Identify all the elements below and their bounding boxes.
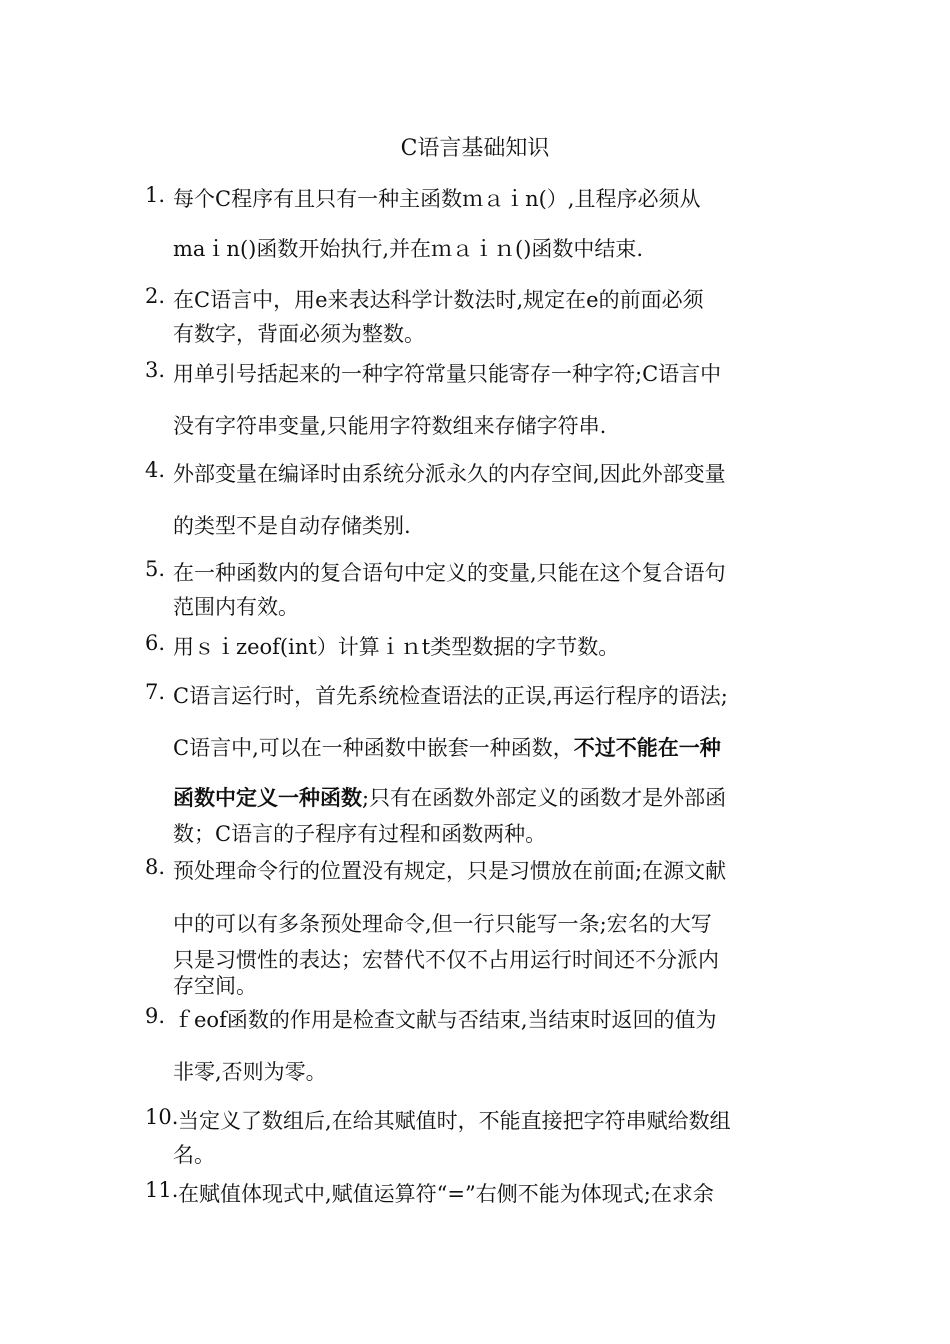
item-text-line: 没有字符串变量,只能用字符数组来存储字符串. bbox=[173, 414, 607, 438]
item-text-line: 范围内有效。 bbox=[173, 595, 299, 619]
item-number: 8. bbox=[145, 855, 166, 879]
item-number: 5. bbox=[145, 557, 166, 581]
item-text-line: 当定义了数组后,在给其赋值时，不能直接把字符串赋给数组 bbox=[178, 1109, 731, 1133]
item-text-line bbox=[173, 732, 721, 762]
item-text-line: 中的可以有多条预处理命令,但一行只能写一条;宏名的大写 bbox=[173, 912, 712, 936]
item-text-line: maｉn()函数开始执行,并在ｍａｉｎ()函数中结束. bbox=[173, 237, 644, 261]
emphasized-text: 函数中定义一种函数 bbox=[173, 785, 362, 810]
item-number: 9. bbox=[145, 1004, 166, 1028]
item-number: 11. bbox=[145, 1178, 179, 1202]
item-text-line bbox=[173, 782, 726, 812]
item-text-line: 只是习惯性的表达；宏替代不仅不占用运行时间还不分派内 bbox=[173, 948, 719, 972]
item-number: 2. bbox=[145, 284, 166, 308]
item-number: 1. bbox=[145, 183, 166, 207]
item-text-line: 外部变量在编译时由系统分派永久的内存空间,因此外部变量 bbox=[173, 462, 726, 486]
item-text-line: C语言运行时，首先系统检查语法的正误,再运行程序的语法; bbox=[173, 684, 728, 708]
item-number: 7. bbox=[145, 680, 166, 704]
item-text-line: 名。 bbox=[173, 1143, 215, 1167]
item-text-line: 存空间。 bbox=[173, 974, 257, 998]
item-text-run: ;只有在函数外部定义的函数才是外部函 bbox=[362, 786, 727, 810]
item-text-line: 数；C语言的子程序有过程和函数两种。 bbox=[173, 822, 547, 846]
item-number: 4. bbox=[145, 458, 166, 482]
item-text-line: 用ｓｉzeof(int）计算ｉｎt类型数据的字节数。 bbox=[173, 635, 620, 659]
item-number: 6. bbox=[145, 631, 166, 655]
item-text-line: 在赋值体现式中,赋值运算符“=”右侧不能为体现式;在求余 bbox=[178, 1182, 714, 1206]
item-text-line: 用单引号括起来的一种字符常量只能寄存一种字符;C语言中 bbox=[173, 362, 722, 386]
item-number: 3. bbox=[145, 358, 166, 382]
item-text-run: C语言中,可以在一种函数中嵌套一种函数， bbox=[173, 736, 574, 760]
item-text-line: ｆeof函数的作用是检查文献与否结束,当结束时返回的值为 bbox=[173, 1008, 717, 1032]
item-text-line: 有数字，背面必须为整数。 bbox=[173, 322, 425, 346]
item-text-line: 在C语言中，用e来表达科学计数法时,规定在e的前面必须 bbox=[173, 288, 704, 312]
item-number: 10. bbox=[145, 1105, 179, 1129]
item-text-line: 非零,否则为零。 bbox=[173, 1060, 327, 1084]
emphasized-text: 不过不能在一种 bbox=[573, 735, 721, 760]
item-text-line: 在一种函数内的复合语句中定义的变量,只能在这个复合语句 bbox=[173, 561, 726, 585]
item-text-line: 每个C程序有且只有一种主函数ｍａｉn(）,且程序必须从 bbox=[173, 187, 701, 211]
document-title: C语言基础知识 bbox=[400, 136, 550, 161]
item-text-line: 预处理命令行的位置没有规定，只是习惯放在前面;在源文献 bbox=[173, 859, 727, 883]
item-text-line: 的类型不是自动存储类别. bbox=[173, 514, 411, 538]
